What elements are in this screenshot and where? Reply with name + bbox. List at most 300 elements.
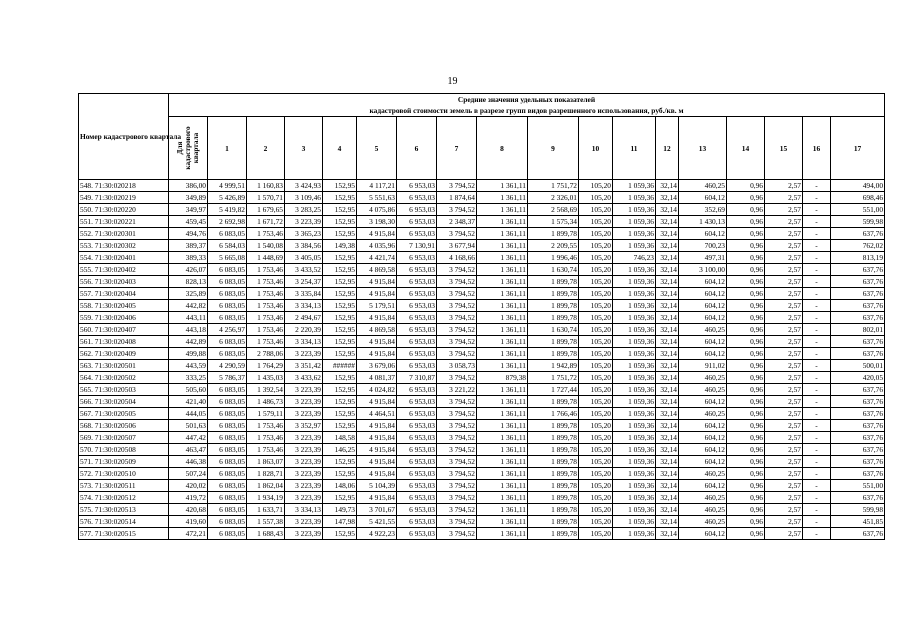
value-cell: 152,95 [323, 468, 357, 480]
value-cell: 3 109,46 [285, 192, 323, 204]
value-cell: 1 899,78 [528, 456, 579, 468]
value-cell: 0,96 [727, 480, 765, 492]
value-cell: 4 075,86 [357, 204, 397, 216]
value-cell: 828,13 [169, 276, 208, 288]
value-cell: 3 223,39 [285, 432, 323, 444]
value-cell: 637,76 [831, 228, 885, 240]
value-cell: 2,57 [765, 312, 803, 324]
value-cell: 3 335,84 [285, 288, 323, 300]
value-cell: 1 753,46 [247, 276, 285, 288]
value-cell: 1 361,11 [477, 456, 528, 468]
value-cell: 5 551,63 [357, 192, 397, 204]
value-cell: 1 630,74 [528, 264, 579, 276]
value-cell: 2,57 [765, 408, 803, 420]
value-cell: 2,57 [765, 384, 803, 396]
value-cell: 1 899,78 [528, 480, 579, 492]
value-cell: 32,14 [656, 444, 679, 456]
value-cell: 105,20 [579, 216, 613, 228]
quarter-number-cell: 566. 71:30:020504 [79, 396, 169, 408]
value-cell: 1 899,78 [528, 492, 579, 504]
column-number: 8 [477, 117, 528, 180]
value-cell: 105,20 [579, 528, 613, 540]
value-cell: 105,20 [579, 372, 613, 384]
value-cell: 1 633,71 [247, 504, 285, 516]
value-cell: 1 361,11 [477, 228, 528, 240]
value-cell: 494,00 [831, 180, 885, 192]
value-cell: 0,96 [727, 240, 765, 252]
value-cell: 6 083,05 [208, 300, 247, 312]
quarter-value-header [169, 117, 208, 180]
value-cell: 4 869,58 [357, 324, 397, 336]
value-cell: 6 083,05 [208, 396, 247, 408]
value-cell: 6 953,03 [397, 276, 437, 288]
value-cell: 604,12 [679, 432, 727, 444]
value-cell: 0,96 [727, 180, 765, 192]
value-cell: 152,95 [323, 420, 357, 432]
value-cell: 637,76 [831, 468, 885, 480]
value-cell: 152,95 [323, 204, 357, 216]
quarter-number-cell: 571. 71:30:020509 [79, 456, 169, 468]
table-row [79, 240, 885, 252]
value-cell: 3 223,39 [285, 216, 323, 228]
value-cell: 1 430,13 [679, 216, 727, 228]
table-row [79, 456, 885, 468]
value-cell: 637,76 [831, 276, 885, 288]
value-cell: 1 688,43 [247, 528, 285, 540]
value-cell: 5 179,51 [357, 300, 397, 312]
value-cell: 6 953,03 [397, 204, 437, 216]
value-cell: 2,57 [765, 444, 803, 456]
value-cell: 1 753,46 [247, 444, 285, 456]
value-cell: 1 059,36 [613, 300, 656, 312]
value-cell: 604,12 [679, 444, 727, 456]
value-cell: 6 083,05 [208, 432, 247, 444]
column-number: 15 [765, 117, 803, 180]
value-cell: 463,47 [169, 444, 208, 456]
value-cell: 420,05 [831, 372, 885, 384]
value-cell: 32,14 [656, 228, 679, 240]
value-cell: 152,95 [323, 492, 357, 504]
value-cell: 4 915,84 [357, 228, 397, 240]
value-cell: 1 942,89 [528, 360, 579, 372]
value-cell: 152,95 [323, 228, 357, 240]
value-cell: 1 899,78 [528, 420, 579, 432]
value-cell: 6 953,03 [397, 252, 437, 264]
value-cell: 2,57 [765, 432, 803, 444]
value-cell: 1 727,44 [528, 384, 579, 396]
value-cell: 105,20 [579, 360, 613, 372]
quarter-number-cell: 554. 71:30:020401 [79, 252, 169, 264]
value-cell: - [803, 372, 831, 384]
value-cell: - [803, 228, 831, 240]
value-cell: 1 059,36 [613, 264, 656, 276]
value-cell: 443,11 [169, 312, 208, 324]
value-cell: 3 433,52 [285, 264, 323, 276]
value-cell: 1 059,36 [613, 516, 656, 528]
value-cell: 637,76 [831, 300, 885, 312]
value-cell: 3 223,39 [285, 408, 323, 420]
value-cell: 1 361,11 [477, 252, 528, 264]
value-cell: 1 059,36 [613, 528, 656, 540]
value-cell: 4 024,82 [357, 384, 397, 396]
value-cell: 2,57 [765, 264, 803, 276]
value-cell: 0,96 [727, 408, 765, 420]
value-cell: 3 384,56 [285, 240, 323, 252]
value-cell: 1 753,46 [247, 300, 285, 312]
value-cell: 105,20 [579, 192, 613, 204]
value-cell: - [803, 384, 831, 396]
value-cell: 32,14 [656, 312, 679, 324]
value-cell: 0,96 [727, 396, 765, 408]
value-cell: - [803, 444, 831, 456]
value-cell: 105,20 [579, 288, 613, 300]
value-cell: 460,25 [679, 180, 727, 192]
value-cell: 604,12 [679, 420, 727, 432]
value-cell: 813,19 [831, 252, 885, 264]
value-cell: 0,96 [727, 420, 765, 432]
quarter-number-cell: 576. 71:30:020514 [79, 516, 169, 528]
value-cell: 1 059,36 [613, 276, 656, 288]
value-cell: 2,57 [765, 288, 803, 300]
value-cell: 6 953,03 [397, 408, 437, 420]
quarter-number-cell: 569. 71:30:020507 [79, 432, 169, 444]
value-cell: 3 334,13 [285, 504, 323, 516]
value-cell: 604,12 [679, 228, 727, 240]
value-cell: 1 361,11 [477, 180, 528, 192]
table-row [79, 276, 885, 288]
value-cell: 0,96 [727, 288, 765, 300]
value-cell: 1 361,11 [477, 348, 528, 360]
value-cell: 879,38 [477, 372, 528, 384]
value-cell: 105,20 [579, 456, 613, 468]
quarter-number-cell: 550. 71:30:020220 [79, 204, 169, 216]
quarter-value-header-label: Для кадастрового квартала [176, 126, 200, 170]
value-cell: 6 083,05 [208, 516, 247, 528]
value-cell: 105,20 [579, 252, 613, 264]
value-cell: 6 953,03 [397, 336, 437, 348]
value-cell: - [803, 252, 831, 264]
value-cell: 4 915,84 [357, 348, 397, 360]
value-cell: 1 361,11 [477, 240, 528, 252]
value-cell: 1 764,29 [247, 360, 285, 372]
value-cell: 604,12 [679, 300, 727, 312]
quarter-number-cell: 574. 71:30:020512 [79, 492, 169, 504]
value-cell: 2,57 [765, 216, 803, 228]
table-row [79, 348, 885, 360]
value-cell: 1 059,36 [613, 408, 656, 420]
value-cell: 4 915,84 [357, 276, 397, 288]
value-cell: - [803, 312, 831, 324]
value-cell: 32,14 [656, 360, 679, 372]
value-cell: 2,57 [765, 528, 803, 540]
value-cell: 2 494,67 [285, 312, 323, 324]
value-cell: - [803, 264, 831, 276]
value-cell: 3 794,52 [437, 372, 477, 384]
value-cell: 105,20 [579, 432, 613, 444]
value-cell: - [803, 240, 831, 252]
value-cell: 4 915,84 [357, 396, 397, 408]
header-row-group [79, 94, 885, 117]
value-cell: 637,76 [831, 288, 885, 300]
value-cell: 6 953,03 [397, 264, 437, 276]
table-row [79, 300, 885, 312]
quarter-number-cell: 567. 71:30:020505 [79, 408, 169, 420]
value-cell: 146,25 [323, 444, 357, 456]
value-cell: 1 899,78 [528, 396, 579, 408]
value-cell: 32,14 [656, 480, 679, 492]
value-cell: 1 059,36 [613, 288, 656, 300]
value-cell: 152,95 [323, 384, 357, 396]
value-cell: 2,57 [765, 456, 803, 468]
value-cell: 0,96 [727, 264, 765, 276]
value-cell: 6 953,03 [397, 192, 437, 204]
value-cell: 637,76 [831, 528, 885, 540]
value-cell: 0,96 [727, 456, 765, 468]
value-cell: 1 059,36 [613, 180, 656, 192]
value-cell: 599,98 [831, 216, 885, 228]
value-cell: 32,14 [656, 324, 679, 336]
value-cell: 4 915,84 [357, 432, 397, 444]
value-cell: 1 899,78 [528, 300, 579, 312]
table-body [79, 180, 885, 540]
quarter-number-cell: 552. 71:30:020301 [79, 228, 169, 240]
value-cell: 3 334,13 [285, 336, 323, 348]
value-cell: 1 059,36 [613, 396, 656, 408]
value-cell: - [803, 192, 831, 204]
value-cell: 32,14 [656, 528, 679, 540]
value-cell: 604,12 [679, 528, 727, 540]
quarter-number-cell: 549. 71:30:020219 [79, 192, 169, 204]
value-cell: 105,20 [579, 180, 613, 192]
value-cell: 6 953,03 [397, 348, 437, 360]
value-cell: - [803, 336, 831, 348]
value-cell: - [803, 180, 831, 192]
quarter-number-cell: 568. 71:30:020506 [79, 420, 169, 432]
value-cell: 6 083,05 [208, 480, 247, 492]
value-cell: 4 421,74 [357, 252, 397, 264]
value-cell: 2,57 [765, 276, 803, 288]
value-cell: 105,20 [579, 312, 613, 324]
table-row [79, 528, 885, 540]
value-cell: 32,14 [656, 372, 679, 384]
value-cell: 604,12 [679, 396, 727, 408]
value-cell: 6 083,05 [208, 444, 247, 456]
value-cell: 1 753,46 [247, 264, 285, 276]
value-cell: 105,20 [579, 492, 613, 504]
column-number: 12 [656, 117, 679, 180]
value-cell: 3 794,52 [437, 516, 477, 528]
value-cell: 443,59 [169, 360, 208, 372]
value-cell: 32,14 [656, 252, 679, 264]
value-cell: 2 568,69 [528, 204, 579, 216]
value-cell: 4 999,51 [208, 180, 247, 192]
value-cell: 32,14 [656, 180, 679, 192]
table-row [79, 492, 885, 504]
table-row [79, 228, 885, 240]
value-cell: - [803, 504, 831, 516]
column-number: 11 [613, 117, 656, 180]
value-cell: 1 059,36 [613, 204, 656, 216]
value-cell: 0,96 [727, 468, 765, 480]
column-number: 16 [803, 117, 831, 180]
value-cell: 1 570,71 [247, 192, 285, 204]
value-cell: 0,96 [727, 372, 765, 384]
value-cell: 6 953,03 [397, 300, 437, 312]
value-cell: 1 059,36 [613, 492, 656, 504]
value-cell: 1 059,36 [613, 348, 656, 360]
value-cell: 1 361,11 [477, 300, 528, 312]
value-cell: 6 083,05 [208, 312, 247, 324]
value-cell: 3 794,52 [437, 528, 477, 540]
value-cell: 637,76 [831, 444, 885, 456]
value-cell: 32,14 [656, 204, 679, 216]
value-cell: 2,57 [765, 480, 803, 492]
value-cell: 6 953,03 [397, 216, 437, 228]
value-cell: 3 794,52 [437, 492, 477, 504]
table-row [79, 420, 885, 432]
value-cell: 460,25 [679, 372, 727, 384]
value-cell: 5 786,37 [208, 372, 247, 384]
value-cell: 152,95 [323, 324, 357, 336]
value-cell: 2,57 [765, 396, 803, 408]
value-cell: 1 753,46 [247, 420, 285, 432]
value-cell: 1 361,11 [477, 480, 528, 492]
value-cell: 105,20 [579, 408, 613, 420]
value-cell: 0,96 [727, 192, 765, 204]
value-cell: 460,25 [679, 516, 727, 528]
value-cell: 6 953,03 [397, 504, 437, 516]
value-cell: 3 794,52 [437, 348, 477, 360]
value-cell: 762,02 [831, 240, 885, 252]
value-cell: 32,14 [656, 384, 679, 396]
value-cell: 105,20 [579, 300, 613, 312]
value-cell: 1 679,65 [247, 204, 285, 216]
value-cell: 3 677,94 [437, 240, 477, 252]
value-cell: 3 794,52 [437, 300, 477, 312]
value-cell: 604,12 [679, 336, 727, 348]
value-cell: 32,14 [656, 192, 679, 204]
table-row [79, 264, 885, 276]
value-cell: 2 209,55 [528, 240, 579, 252]
value-cell: 421,40 [169, 396, 208, 408]
value-cell: 0,96 [727, 228, 765, 240]
value-cell: 152,95 [323, 192, 357, 204]
table-row [79, 408, 885, 420]
table-row [79, 444, 885, 456]
value-cell: 1 996,46 [528, 252, 579, 264]
value-cell: - [803, 348, 831, 360]
quarter-number-cell: 562. 71:30:020409 [79, 348, 169, 360]
value-cell: 1 059,36 [613, 384, 656, 396]
value-cell: 507,24 [169, 468, 208, 480]
value-cell: 105,20 [579, 324, 613, 336]
value-cell: 32,14 [656, 264, 679, 276]
value-cell: 1 361,11 [477, 324, 528, 336]
value-cell: 1 059,36 [613, 456, 656, 468]
column-number: 3 [285, 117, 323, 180]
value-cell: 1 361,11 [477, 528, 528, 540]
value-cell: - [803, 396, 831, 408]
value-cell: 0,96 [727, 300, 765, 312]
value-cell: 6 083,05 [208, 336, 247, 348]
value-cell: 105,20 [579, 228, 613, 240]
value-cell: - [803, 420, 831, 432]
value-cell: 1 361,11 [477, 492, 528, 504]
value-cell: 152,95 [323, 372, 357, 384]
value-cell: 460,25 [679, 408, 727, 420]
value-cell: 152,95 [323, 312, 357, 324]
value-cell: 2 348,37 [437, 216, 477, 228]
quarter-number-cell: 553. 71:30:020302 [79, 240, 169, 252]
value-cell: 352,69 [679, 204, 727, 216]
value-cell: 325,89 [169, 288, 208, 300]
value-cell: 3 221,22 [437, 384, 477, 396]
value-cell: 1 753,46 [247, 228, 285, 240]
value-cell: 551,00 [831, 204, 885, 216]
value-cell: 1 160,83 [247, 180, 285, 192]
value-cell: 32,14 [656, 456, 679, 468]
value-cell: 3 794,52 [437, 180, 477, 192]
value-cell: 3 794,52 [437, 432, 477, 444]
value-cell: 1 361,11 [477, 216, 528, 228]
value-cell: 5 104,39 [357, 480, 397, 492]
value-cell: 1 361,11 [477, 288, 528, 300]
value-cell: 0,96 [727, 216, 765, 228]
value-cell: 3 794,52 [437, 468, 477, 480]
value-cell: 0,96 [727, 528, 765, 540]
value-cell: 500,01 [831, 360, 885, 372]
table-row [79, 396, 885, 408]
value-cell: 1 753,46 [247, 324, 285, 336]
value-cell: 6 953,03 [397, 360, 437, 372]
value-cell: 0,96 [727, 312, 765, 324]
value-cell: 1 448,69 [247, 252, 285, 264]
table-row [79, 504, 885, 516]
value-cell: 2,57 [765, 228, 803, 240]
value-cell: 1 557,38 [247, 516, 285, 528]
value-cell: 105,20 [579, 264, 613, 276]
value-cell: 4 290,59 [208, 360, 247, 372]
value-cell: 6 083,05 [208, 348, 247, 360]
value-cell: - [803, 288, 831, 300]
value-cell: 1 579,11 [247, 408, 285, 420]
value-cell: 604,12 [679, 456, 727, 468]
value-cell: ###### [323, 360, 357, 372]
value-cell: 32,14 [656, 300, 679, 312]
value-cell: 0,96 [727, 276, 765, 288]
value-cell: - [803, 456, 831, 468]
value-cell: 2,57 [765, 360, 803, 372]
value-cell: 698,46 [831, 192, 885, 204]
value-cell: 3 794,52 [437, 504, 477, 516]
value-cell: 105,20 [579, 396, 613, 408]
table-row [79, 180, 885, 192]
value-cell: 6 953,03 [397, 480, 437, 492]
value-cell: 802,01 [831, 324, 885, 336]
value-cell: 3 365,23 [285, 228, 323, 240]
value-cell: 0,96 [727, 204, 765, 216]
column-number: 2 [247, 117, 285, 180]
table-row [79, 468, 885, 480]
value-cell: 3 794,52 [437, 288, 477, 300]
value-cell: 6 083,05 [208, 468, 247, 480]
value-cell: 1 059,36 [613, 324, 656, 336]
value-cell: - [803, 528, 831, 540]
value-cell: 1 361,11 [477, 396, 528, 408]
value-cell: 3 223,39 [285, 528, 323, 540]
quarter-number-cell: 561. 71:30:020408 [79, 336, 169, 348]
value-cell: 2,57 [765, 336, 803, 348]
